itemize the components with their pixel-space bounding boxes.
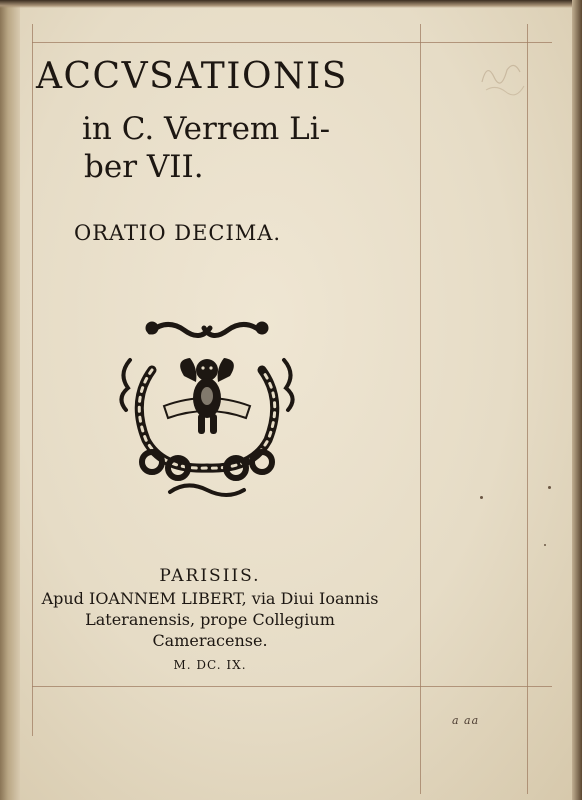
paper-fleck — [548, 486, 551, 489]
book-title: ACCVSATIONIS — [36, 56, 348, 97]
book-subtitle — [82, 110, 412, 186]
subtitle-line: ber VII. — [84, 149, 204, 185]
paper-fleck — [480, 496, 483, 499]
text-block-right-rule — [420, 24, 421, 794]
page-right-edge — [572, 0, 582, 800]
oration-heading: ORATIO DECIMA. — [74, 221, 282, 245]
faded-shelf-mark — [472, 42, 532, 102]
imprint-publisher: Apud IOANNEM LIBERT, via Diui Ioannis — [41, 589, 379, 608]
outer-margin-rule — [527, 24, 528, 794]
page-gutter-shadow — [0, 0, 20, 800]
paper-fleck — [544, 544, 546, 546]
subtitle-line: in C. Verrem Li- — [82, 111, 331, 147]
bottom-margin-rule — [32, 686, 552, 687]
manuscript-margin-note: a aa — [452, 714, 480, 727]
imprint-block — [30, 564, 390, 677]
imprint-city: PARISIIS. — [159, 566, 261, 586]
imprint-address: Lateranensis, prope Collegium — [85, 610, 335, 629]
imprint-address: Cameracense. — [152, 631, 268, 650]
printers-device-emblem — [112, 310, 302, 510]
imprint-year: M. DC. IX. — [173, 658, 247, 672]
page-top-edge — [0, 0, 582, 8]
